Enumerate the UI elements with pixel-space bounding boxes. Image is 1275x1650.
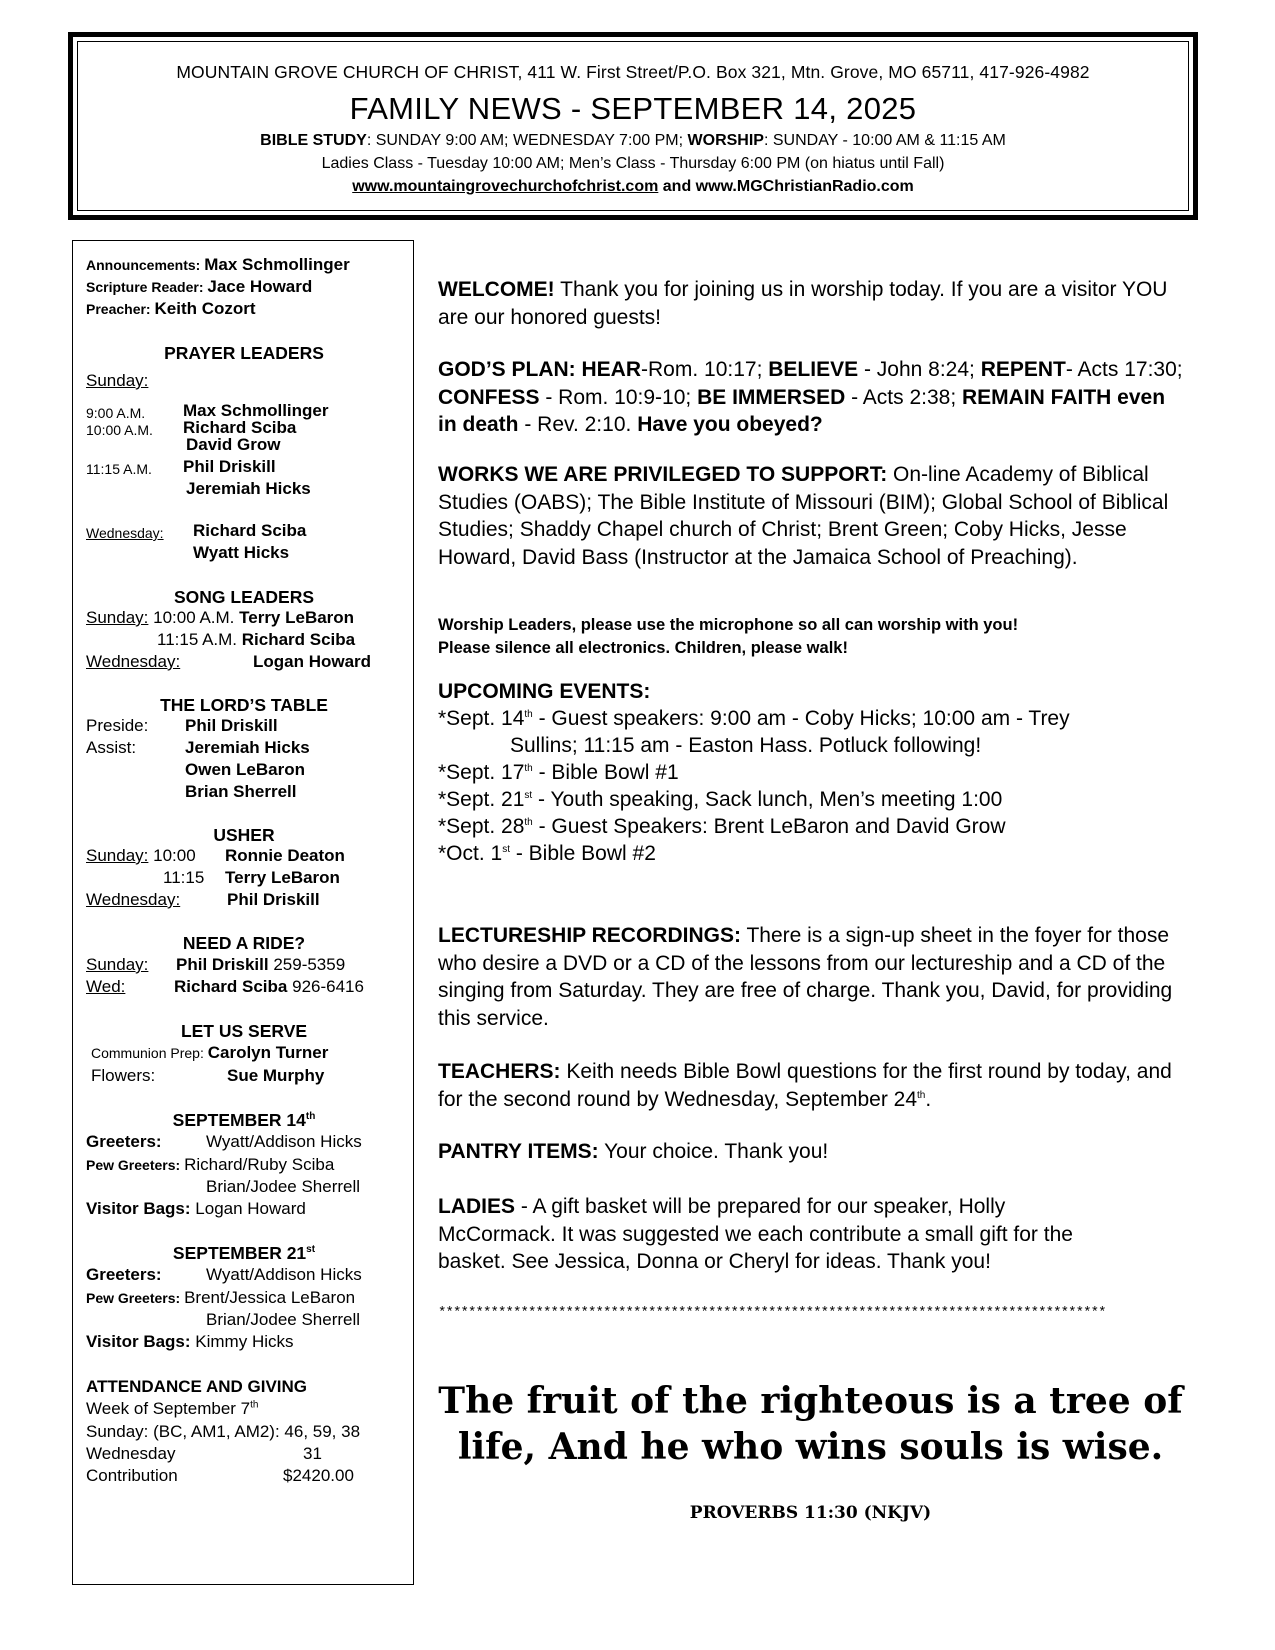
ride-sunday-label: Sunday: [86, 955, 149, 974]
teachers-end: . [925, 1087, 932, 1111]
notice-line-1: Worship Leaders, please use the microphone so all can worship with you! [438, 616, 1019, 634]
preacher-label: Preacher: [86, 301, 155, 317]
pantry-text: Your choice. Thank you! [598, 1140, 829, 1163]
prayer-wed-name-2: Wyatt Hicks [193, 543, 290, 562]
contribution-label: Contribution [86, 1466, 178, 1485]
bible-study-label: BIBLE STUDY [260, 132, 367, 149]
communion-name: Carolyn Turner [207, 1043, 329, 1062]
website-link-radio[interactable]: www.MGChristianRadio.com [695, 178, 914, 195]
attendance-week-sup: th [250, 1399, 259, 1411]
preacher-name: Keith Cozort [154, 299, 256, 318]
plan-hear-ref: -Rom. 10:17; [641, 358, 769, 381]
event-2-sup: th [524, 763, 533, 774]
communion-row [91, 1043, 328, 1063]
scripture-row [86, 277, 312, 297]
events-title [438, 678, 1183, 706]
sep14-bags: Logan Howard [195, 1199, 306, 1218]
ride-sunday-phone: 259-5359 [273, 955, 346, 974]
preside-name: Phil Driskill [185, 716, 278, 735]
song-wednesday-label: Wednesday: [86, 652, 181, 671]
plan-remain: REMAIN FAITH even in death [438, 385, 1166, 436]
event-1-continued: Sullins; 11:15 am - Easton Hass. Potluck following! [510, 734, 982, 757]
newsletter-title: FAMILY NEWS - SEPTEMBER 14, 2025 [349, 91, 917, 126]
plan-believe: BELIEVE [768, 358, 859, 381]
announcements-row [86, 255, 350, 275]
lords-table-title: THE LORD’S TABLE [160, 695, 328, 715]
star-divider: ***************************************************************************************** [438, 1305, 1106, 1321]
header-inner [77, 41, 1189, 211]
sep21-title-sup: st [306, 1244, 316, 1256]
flowers-label: Flowers: [91, 1066, 156, 1085]
ride-sunday-row [176, 955, 345, 975]
ride-wed-phone: 926-6416 [292, 977, 364, 996]
sep21-pew-2: Brian/Jodee Sherrell [206, 1310, 361, 1329]
sep14-pew-row [86, 1155, 334, 1175]
prayer-name-2b: David Grow [186, 435, 281, 454]
pantry-heading: PANTRY ITEMS: [438, 1140, 599, 1163]
sep14-title-text: SEPTEMBER 14 [172, 1110, 306, 1130]
sep21-pew-1: Brent/Jessica LeBaron [184, 1288, 356, 1307]
plan-immersed: BE IMMERSED [697, 385, 846, 409]
gods-plan-paragraph [438, 356, 1183, 439]
event-2-date: *Sept. 17 [438, 761, 525, 784]
usher-sunday-label: Sunday: [86, 846, 149, 865]
event-5-sup: st [502, 844, 510, 855]
sep14-greeters-label: Greeters: [86, 1132, 162, 1151]
sep21-greeters: Wyatt/Addison Hicks [206, 1265, 362, 1284]
prayer-wednesday-label: Wednesday: [86, 525, 164, 541]
plan-repent: REPENT [980, 358, 1066, 381]
website-and: and [658, 178, 696, 195]
ride-sunday-name: Phil Driskill [176, 955, 269, 974]
plan-immersed-ref: - Acts 2:38; [845, 385, 962, 409]
event-4-sup: th [524, 817, 533, 828]
ladies-heading: LADIES [438, 1195, 516, 1218]
teachers-heading: TEACHERS: [438, 1060, 561, 1083]
assist-name-1: Jeremiah Hicks [185, 738, 310, 757]
event-2 [438, 759, 1183, 787]
welcome-paragraph [438, 276, 1183, 331]
attendance-title: ATTENDANCE AND GIVING [86, 1377, 307, 1396]
website-link-church[interactable]: www.mountaingrovechurchofchrist.com [352, 178, 659, 195]
sep21-title-text: SEPTEMBER 21 [172, 1243, 307, 1263]
plan-confess-ref: - Rom. 10:9-10; [539, 385, 698, 409]
header-box [68, 32, 1198, 220]
usher-time-1: 10:00 [148, 846, 196, 865]
event-5 [438, 840, 1183, 868]
plan-question: Have you obeyed? [637, 413, 823, 436]
works-text: On-line Academy of Biblical Studies (OABS); The Bible Institute of Missouri (BIM); Global School of Biblical Studies; Shaddy Chapel church of Christ; Brent Green; Coby Hicks, Jesse Howard, David Bass (Instructor at the Jamaica School of Preaching). [438, 463, 1169, 569]
song-name-2: Richard Sciba [241, 630, 356, 649]
event-1-sup: th [524, 709, 533, 720]
song-leaders-title: SONG LEADERS [173, 587, 315, 607]
prayer-name-1: Max Schmollinger [183, 401, 329, 420]
event-4-text: - Guest Speakers: Brent LeBaron and David Grow [532, 815, 1006, 838]
event-3 [438, 786, 1183, 814]
pantry-paragraph [438, 1138, 1183, 1166]
works-heading: WORKS WE ARE PRIVILEGED TO SUPPORT: [438, 463, 888, 486]
song-sunday-label: Sunday: [86, 608, 149, 627]
ladies-text: - A gift basket will be prepared for our speaker, Holly McCormack. It was suggested we each contribute a small gift for the basket. See Jessica, Donna or Cheryl for ideas. Thank you! [438, 1195, 1073, 1273]
usher-sunday-row [86, 846, 196, 866]
church-address: MOUNTAIN GROVE CHURCH OF CHRIST, 411 W. First Street/P.O. Box 321, Mtn. Grove, MO 65711, 417-926-4982 [176, 62, 1090, 82]
sep21-bags-row [86, 1332, 294, 1352]
ride-title: NEED A RIDE? [182, 933, 306, 953]
notice-line-2: Please silence all electronics. Children, please walk! [438, 639, 848, 657]
attendance-week [86, 1399, 258, 1419]
song-wed-name: Logan Howard [253, 652, 372, 671]
websites [78, 178, 1188, 196]
attendance-wed-label: Wednesday [86, 1444, 176, 1463]
plan-repent-ref: - Acts 17:30; [1065, 358, 1183, 381]
communion-label: Communion Prep: [91, 1045, 208, 1061]
ride-wed-label: Wed: [86, 977, 126, 996]
plan-believe-ref: - John 8:24; [858, 358, 981, 381]
event-3-sup: st [524, 790, 533, 801]
sep14-bags-row [86, 1199, 306, 1219]
scripture-verse: The fruit of the righteous is a tree of life, And he who wins souls is wise. [438, 1380, 1183, 1468]
assist-name-3: Brian Sherrell [185, 782, 297, 801]
sep21-greeters-label: Greeters: [86, 1265, 162, 1284]
prayer-time-2: 10:00 A.M. [86, 422, 153, 438]
plan-confess: CONFESS [438, 385, 540, 409]
lectureship-text: There is a sign-up sheet in the foyer for those who desire a DVD or a CD of the lessons from our lectureship and a CD of the singing from Saturday. They are free of charge. Thank you, David, for providing this service. [438, 924, 1173, 1030]
event-4-date: *Sept. 28 [438, 815, 525, 838]
scripture-reference: PROVERBS 11:30 (NKJV) [689, 1503, 932, 1523]
sep14-bags-label: Visitor Bags: [86, 1199, 196, 1218]
sidebar [72, 240, 414, 1585]
prayer-wed-name-1: Richard Sciba [193, 521, 307, 540]
class-times: Ladies Class - Tuesday 10:00 AM; Men’s Class - Thursday 6:00 PM (on hiatus until Fall) [321, 155, 945, 172]
sep21-title [73, 1243, 415, 1264]
scripture-label: Scripture Reader: [86, 279, 208, 295]
works-paragraph [438, 461, 1183, 571]
song-time-1: 10:00 A.M. [148, 608, 240, 627]
worship-label: WORSHIP [687, 132, 764, 149]
preacher-row [86, 299, 256, 319]
prayer-time-3: 11:15 A.M. [86, 461, 152, 477]
announcements-label: Announcements: [86, 257, 205, 273]
prayer-name-3b: Jeremiah Hicks [186, 479, 311, 498]
sep21-pew-label: Pew Greeters: [86, 1290, 185, 1306]
song-time-2: 11:15 A.M. [157, 630, 242, 649]
plan-remain-ref: - Rev. 2:10. [518, 413, 638, 436]
teachers-text: Keith needs Bible Bowl questions for the first round by today, and for the second round by Wednesday, September 24 [438, 1060, 1172, 1111]
welcome-text: Thank you for joining us in worship today. If you are a visitor YOU are our honored guests! [438, 278, 1168, 329]
attendance-sunday: Sunday: (BC, AM1, AM2): 46, 59, 38 [86, 1422, 361, 1441]
plan-hear: GOD’S PLAN: HEAR [438, 358, 642, 381]
prayer-sunday-label: Sunday: [86, 371, 149, 390]
service-times [78, 132, 1188, 150]
usher-name-1: Ronnie Deaton [225, 846, 345, 865]
sep21-bags: Kimmy Hicks [195, 1332, 294, 1351]
events-heading: UPCOMING EVENTS: [438, 680, 651, 703]
event-5-date: *Oct. 1 [438, 842, 503, 865]
ride-wed-row [174, 977, 364, 997]
sep14-greeters: Wyatt/Addison Hicks [206, 1132, 362, 1151]
announcements-name: Max Schmollinger [204, 255, 350, 274]
sep14-pew-label: Pew Greeters: [86, 1157, 185, 1173]
prayer-name-2a: Richard Sciba [183, 418, 297, 437]
teachers-paragraph [438, 1058, 1183, 1113]
usher-title: USHER [213, 825, 275, 845]
ladies-paragraph [438, 1193, 1128, 1276]
song-second-row [157, 630, 355, 650]
event-4 [438, 813, 1183, 841]
sep14-pew-2: Brian/Jodee Sherrell [206, 1177, 361, 1196]
prayer-time-1: 9:00 A.M. [86, 405, 146, 421]
event-3-date: *Sept. 21 [438, 788, 525, 811]
sep21-bags-label: Visitor Bags: [86, 1332, 196, 1351]
assist-label: Assist: [86, 738, 137, 757]
sep14-pew-1: Richard/Ruby Sciba [184, 1155, 335, 1174]
scripture-name: Jace Howard [207, 277, 313, 296]
usher-wednesday-label: Wednesday: [86, 890, 181, 909]
ride-wed-name: Richard Sciba [174, 977, 288, 996]
event-1-date: *Sept. 14 [438, 707, 525, 730]
attendance-wed-value: 31 [303, 1444, 322, 1463]
usher-time-2: 11:15 [163, 868, 205, 887]
song-name-1: Terry LeBaron [239, 608, 355, 627]
attendance-week-text: Week of September 7 [86, 1399, 251, 1418]
serve-title: LET US SERVE [180, 1021, 308, 1041]
welcome-heading: WELCOME! [438, 278, 555, 301]
contribution-value: $2420.00 [283, 1466, 354, 1485]
event-1 [438, 705, 1183, 733]
usher-name-2: Terry LeBaron [225, 868, 340, 887]
sep14-title [73, 1110, 415, 1131]
worship-times: : SUNDAY - 10:00 AM & 11:15 AM [763, 132, 1006, 149]
assist-name-2: Owen LeBaron [185, 760, 305, 779]
prayer-name-3a: Phil Driskill [183, 457, 276, 476]
usher-wed-name: Phil Driskill [227, 890, 320, 909]
lectureship-paragraph [438, 922, 1183, 1032]
flowers-name: Sue Murphy [227, 1066, 325, 1085]
teachers-sup: th [917, 1089, 926, 1101]
sep21-pew-row [86, 1288, 355, 1308]
song-sunday-row [86, 608, 354, 628]
sep14-title-sup: th [305, 1111, 316, 1123]
bible-study-times: : SUNDAY 9:00 AM; WEDNESDAY 7:00 PM; [366, 132, 688, 149]
event-2-text: - Bible Bowl #1 [532, 761, 679, 784]
preside-label: Preside: [86, 716, 149, 735]
event-3-text: - Youth speaking, Sack lunch, Men’s meeting 1:00 [532, 788, 1003, 811]
prayer-leaders-title: PRAYER LEADERS [164, 343, 324, 363]
event-5-text: - Bible Bowl #2 [509, 842, 656, 865]
lectureship-heading: LECTURESHIP RECORDINGS: [438, 924, 741, 947]
event-1-text: - Guest speakers: 9:00 am - Coby Hicks; 10:00 am - Trey [532, 707, 1070, 730]
